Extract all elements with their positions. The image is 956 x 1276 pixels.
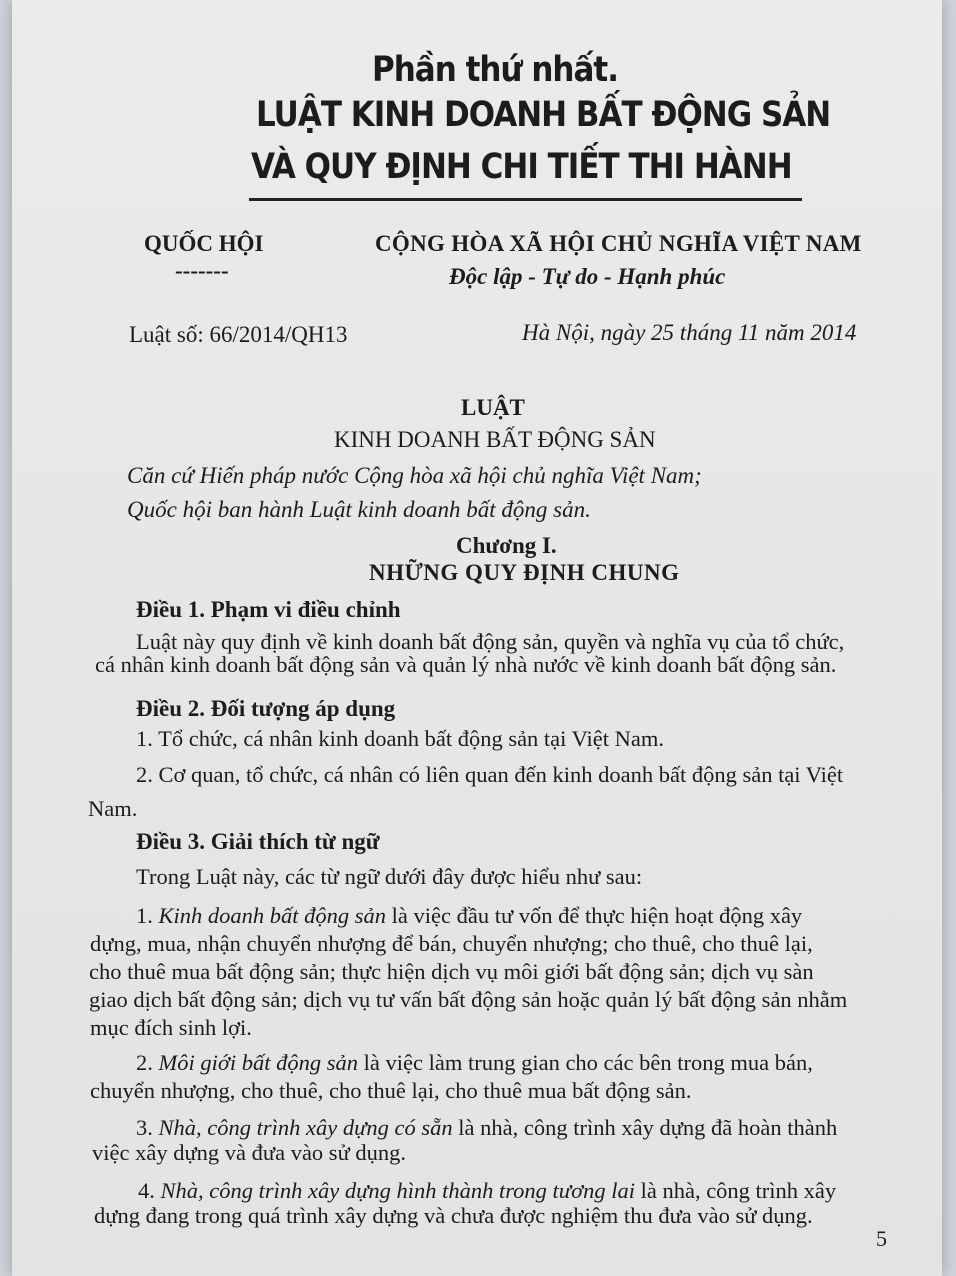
preamble-1: Căn cứ Hiến pháp nước Cộng hòa xã hội chủ nghĩa Việt Nam; <box>127 463 702 488</box>
place-date: Hà Nội, ngày 25 tháng 11 năm 2014 <box>522 320 857 345</box>
definition-1-text: là việc đầu tư vốn để thực hiện hoạt động xây <box>391 903 803 928</box>
definition-3-line-2: việc xây dựng và đưa vào sử dụng. <box>92 1140 407 1165</box>
issuer: QUỐC HỘI <box>144 231 264 256</box>
definition-4-term: Nhà, công trình xây dựng hình thành trong tương lai <box>160 1178 635 1203</box>
definition-3-term: Nhà, công trình xây dựng có sẵn <box>158 1115 453 1140</box>
definition-1-line-1 <box>136 901 802 930</box>
definition-1-line-5: mục đích sinh lợi. <box>90 1015 252 1040</box>
definition-1-term: Kinh doanh bất động sản <box>158 903 387 928</box>
title-underline <box>249 198 802 201</box>
article-3-title: Điều 3. Giải thích từ ngữ <box>136 829 380 854</box>
country-name: CỘNG HÒA XÃ HỘI CHỦ NGHĨA VIỆT NAM <box>375 231 862 256</box>
definition-2-number: 2. <box>136 1050 153 1075</box>
definition-3-text: là nhà, công trình xây dựng đã hoàn thành <box>458 1115 838 1140</box>
definition-2-text: là việc làm trung gian cho các bên trong mua bán, <box>363 1050 813 1075</box>
article-1-line-1: Luật này quy định về kinh doanh bất động sản, quyền và nghĩa vụ của tổ chức, <box>136 629 845 654</box>
definition-2-term: Môi giới bất động sản <box>158 1050 359 1075</box>
law-number: Luật số: 66/2014/QH13 <box>129 322 348 347</box>
chapter-number: Chương I. <box>456 533 557 558</box>
definition-4-text: là nhà, công trình xây <box>640 1178 837 1203</box>
article-2-title: Điều 2. Đối tượng áp dụng <box>136 696 396 721</box>
article-2-clause-2-line-2: Nam. <box>88 796 138 821</box>
article-1-line-2: cá nhân kinh doanh bất động sản và quản lý nhà nước về kinh doanh bất động sản. <box>95 652 837 677</box>
article-2-clause-2-line-1: 2. Cơ quan, tổ chức, cá nhân có liên quan đến kinh doanh bất động sản tại Việt <box>136 762 844 787</box>
document-page <box>12 0 942 1276</box>
definition-2-line-2: chuyển nhượng, cho thuê, cho thuê lại, cho thuê mua bất động sản. <box>90 1078 692 1103</box>
article-3-intro: Trong Luật này, các từ ngữ dưới đây được hiểu như sau: <box>136 864 643 889</box>
definition-1-line-2: dựng, mua, nhận chuyển nhượng để bán, chuyển nhượng; cho thuê, cho thuê lại, <box>90 931 813 956</box>
definition-1-line-3: cho thuê mua bất động sản; thực hiện dịch vụ môi giới bất động sản; dịch vụ sàn <box>89 959 814 984</box>
definition-4-line-2: dựng đang trong quá trình xây dựng và chưa được nghiệm thu đưa vào sử dụng. <box>94 1203 813 1228</box>
article-1-title: Điều 1. Phạm vi điều chỉnh <box>136 597 401 622</box>
page-number: 5 <box>876 1226 887 1251</box>
law-name: KINH DOANH BẤT ĐỘNG SẢN <box>334 427 656 452</box>
chapter-title: NHỮNG QUY ĐỊNH CHUNG <box>369 560 680 585</box>
definition-1-number: 1. <box>136 903 153 928</box>
law-subtitle: VÀ QUY ĐỊNH CHI TIẾT THI HÀNH <box>251 146 792 188</box>
law-type: LUẬT <box>461 395 525 420</box>
issuer-dash: ------- <box>175 258 229 283</box>
definition-1-line-4: giao dịch bất động sản; dịch vụ tư vấn bất động sản hoặc quản lý bất động sản nhằm <box>89 987 848 1012</box>
definition-3-number: 3. <box>136 1115 153 1140</box>
article-2-clause-1: 1. Tổ chức, cá nhân kinh doanh bất động sản tại Việt Nam. <box>136 726 665 751</box>
definition-2-line-1 <box>136 1048 813 1077</box>
law-title: LUẬT KINH DOANH BẤT ĐỘNG SẢN <box>256 94 831 136</box>
preamble-2: Quốc hội ban hành Luật kinh doanh bất động sản. <box>127 497 591 522</box>
definition-4-number: 4. <box>138 1178 155 1203</box>
motto: Độc lập - Tự do - Hạnh phúc <box>449 264 726 289</box>
part-title: Phần thứ nhất. <box>372 49 618 91</box>
